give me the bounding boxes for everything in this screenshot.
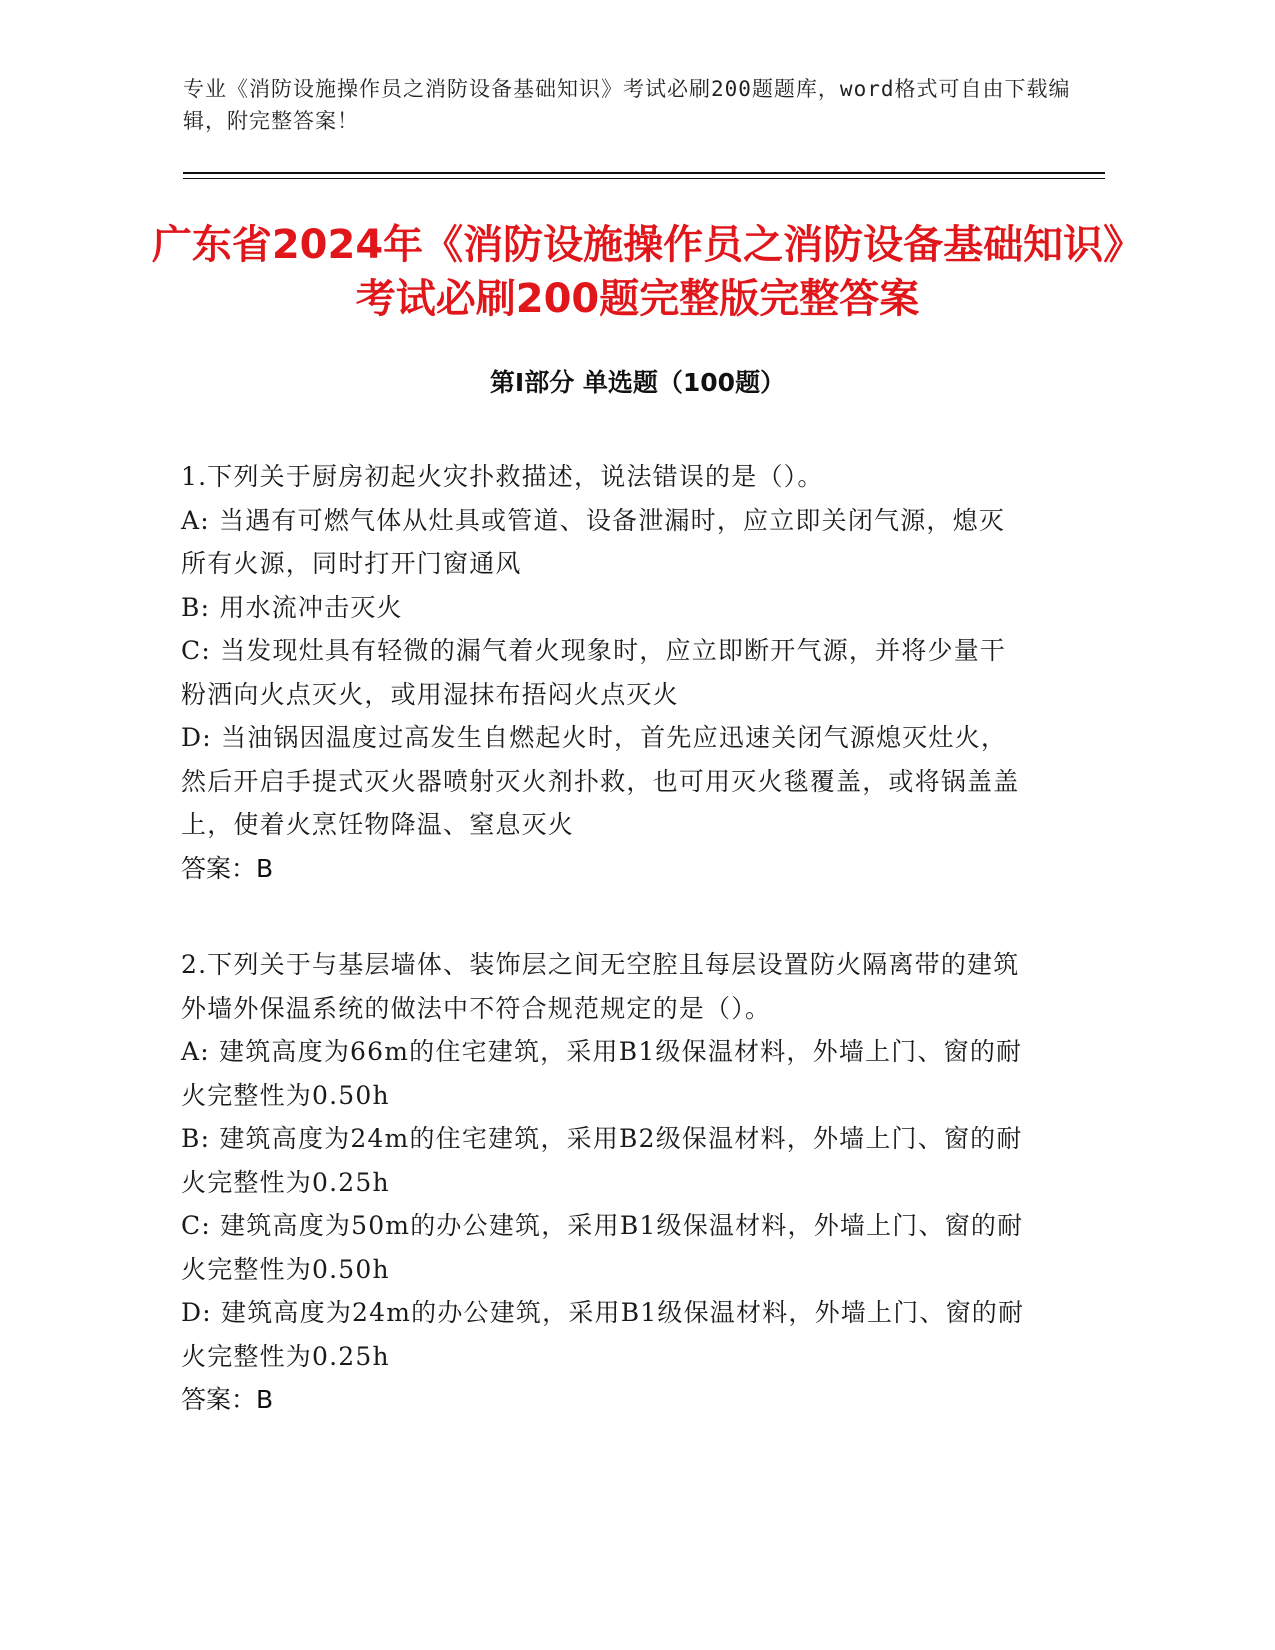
question-stem: 2.下列关于与基层墙体、装饰层之间无空腔且每层设置防火隔离带的建筑外墙外保温系统的做法中不符合规范规定的是（）。 xyxy=(181,950,1020,1023)
option-b: B: 建筑高度为24m的住宅建筑，采用B2级保温材料，外墙上门、窗的耐火完整性为0.25h xyxy=(181,1124,1023,1197)
answer: 答案：B xyxy=(181,1385,274,1414)
header-divider-thick xyxy=(183,172,1105,174)
question-1 xyxy=(181,455,1031,890)
option-b: B: 用水流冲击灭火 xyxy=(181,592,403,622)
option-d: D: 建筑高度为24m的办公建筑，采用B1级保温材料，外墙上门、窗的耐火完整性为0.25h xyxy=(181,1298,1025,1371)
section-title: 第I部分 单选题（100题） xyxy=(489,368,786,397)
question-stem: 1.下列关于厨房初起火灾扑救描述，说法错误的是（）。 xyxy=(181,462,824,491)
question-list xyxy=(181,455,1031,1422)
option-c: C: 建筑高度为50m的办公建筑，采用B1级保温材料，外墙上门、窗的耐火完整性为0.50h xyxy=(181,1211,1024,1284)
header-note: 专业《消防设施操作员之消防设备基础知识》考试必刷200题题库，word格式可自由下载编辑，附完整答案！ xyxy=(183,77,1071,133)
answer: 答案：B xyxy=(181,853,274,883)
header-divider-thin xyxy=(183,178,1105,179)
option-a: A: 当遇有可燃气体从灶具或管道、设备泄漏时，应立即关闭气源，熄灭所有火源，同时打开门窗通风 xyxy=(181,505,1006,578)
option-c: C: 当发现灶具有轻微的漏气着火现象时，应立即断开气源，并将少量干粉洒向火点灭火，或用湿抹布捂闷火点灭火 xyxy=(181,636,1007,709)
question-2 xyxy=(181,943,1031,1422)
option-a: A: 建筑高度为66m的住宅建筑，采用B1级保温材料，外墙上门、窗的耐火完整性为0.50h xyxy=(181,1037,1023,1110)
document-title: 广东省2024年《消防设施操作员之消防设备基础知识》考试必刷200题完整版完整答案 xyxy=(151,222,1124,322)
option-d: D: 当油锅因温度过高发生自燃起火时，首先应迅速关闭气源熄灭灶火，然后开启手提式灭火器喷射灭火剂扑救，也可用灭火毯覆盖，或将锅盖盖上，使着火烹饪物降温、窒息灭火 xyxy=(181,723,1020,839)
